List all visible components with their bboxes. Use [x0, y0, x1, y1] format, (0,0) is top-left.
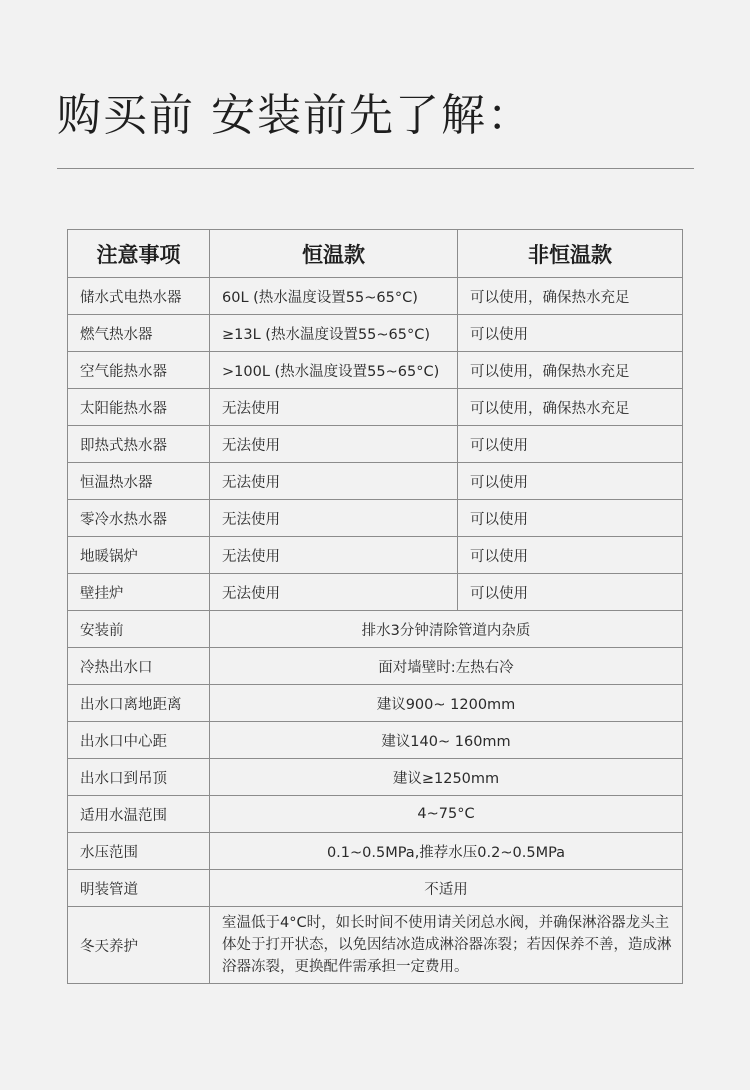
table-row: [68, 685, 683, 722]
table-row: [68, 648, 683, 685]
table-row: [68, 722, 683, 759]
row-label: 空气能热水器: [68, 352, 210, 389]
thermostatic-cell: 无法使用: [210, 574, 458, 611]
thermostatic-cell: 无法使用: [210, 463, 458, 500]
row-label: 冷热出水口: [68, 648, 210, 685]
row-label: 壁挂炉: [68, 574, 210, 611]
non-thermostatic-cell: 可以使用: [458, 574, 683, 611]
thermostatic-cell: >100L (热水温度设置55~65°C): [210, 352, 458, 389]
table-row: [68, 833, 683, 870]
non-thermostatic-cell: 可以使用: [458, 500, 683, 537]
non-thermostatic-cell: 可以使用: [458, 315, 683, 352]
thermostatic-cell: 无法使用: [210, 500, 458, 537]
thermostatic-cell: 无法使用: [210, 426, 458, 463]
table-row: [68, 463, 683, 500]
table-row: [68, 389, 683, 426]
installation-info-table: [67, 229, 683, 984]
table-row: [68, 278, 683, 315]
merged-value-cell: 建议140~ 160mm: [210, 722, 683, 759]
merged-value-cell: 不适用: [210, 870, 683, 907]
non-thermostatic-cell: 可以使用: [458, 463, 683, 500]
thermostatic-cell: 60L (热水温度设置55~65°C): [210, 278, 458, 315]
non-thermostatic-cell: 可以使用: [458, 537, 683, 574]
merged-value-cell: 建议900~ 1200mm: [210, 685, 683, 722]
winter-care-text: 室温低于4°C时，如长时间不使用请关闭总水阀，并确保淋浴器龙头主体处于打开状态，以免因结冰造成淋浴器冻裂；若因保养不善，造成淋浴器冻裂，更换配件需承担一定费用。: [210, 907, 683, 984]
row-label: 适用水温范围: [68, 796, 210, 833]
thermostatic-cell: 无法使用: [210, 537, 458, 574]
table-row: [68, 611, 683, 648]
merged-value-cell: 4~75°C: [210, 796, 683, 833]
table-row: [68, 759, 683, 796]
table-row: [68, 796, 683, 833]
table-row: [68, 315, 683, 352]
table-row: [68, 426, 683, 463]
row-label: 太阳能热水器: [68, 389, 210, 426]
non-thermostatic-cell: 可以使用: [458, 426, 683, 463]
row-label: 燃气热水器: [68, 315, 210, 352]
row-label: 出水口到吊顶: [68, 759, 210, 796]
row-label: 明装管道: [68, 870, 210, 907]
row-label: 恒温热水器: [68, 463, 210, 500]
non-thermostatic-cell: 可以使用，确保热水充足: [458, 352, 683, 389]
row-label: 地暖锅炉: [68, 537, 210, 574]
row-label: 出水口离地距离: [68, 685, 210, 722]
page-title: 购买前 安装前先了解：: [57, 90, 533, 141]
row-label: 储水式电热水器: [68, 278, 210, 315]
merged-value-cell: 0.1~0.5MPa,推荐水压0.2~0.5MPa: [210, 833, 683, 870]
non-thermostatic-cell: 可以使用，确保热水充足: [458, 278, 683, 315]
non-thermostatic-cell: 可以使用，确保热水充足: [458, 389, 683, 426]
table-row: [68, 500, 683, 537]
merged-value-cell: 建议≥1250mm: [210, 759, 683, 796]
table-header-row: [68, 230, 683, 278]
table-row: [68, 574, 683, 611]
thermostatic-cell: 无法使用: [210, 389, 458, 426]
merged-value-cell: 排水3分钟清除管道内杂质: [210, 611, 683, 648]
row-label: 安装前: [68, 611, 210, 648]
title-divider: [57, 168, 694, 169]
merged-value-cell: 面对墙壁时:左热右冷: [210, 648, 683, 685]
table-row: [68, 870, 683, 907]
header-non-thermostatic: 非恒温款: [458, 230, 683, 278]
table-row: [68, 537, 683, 574]
row-label: 零冷水热水器: [68, 500, 210, 537]
header-thermostatic: 恒温款: [210, 230, 458, 278]
row-label: 水压范围: [68, 833, 210, 870]
row-label: 冬天养护: [68, 907, 210, 984]
thermostatic-cell: ≥13L (热水温度设置55~65°C): [210, 315, 458, 352]
row-label: 即热式热水器: [68, 426, 210, 463]
table-row: [68, 352, 683, 389]
header-notes: 注意事项: [68, 230, 210, 278]
winter-care-row: [68, 907, 683, 984]
row-label: 出水口中心距: [68, 722, 210, 759]
